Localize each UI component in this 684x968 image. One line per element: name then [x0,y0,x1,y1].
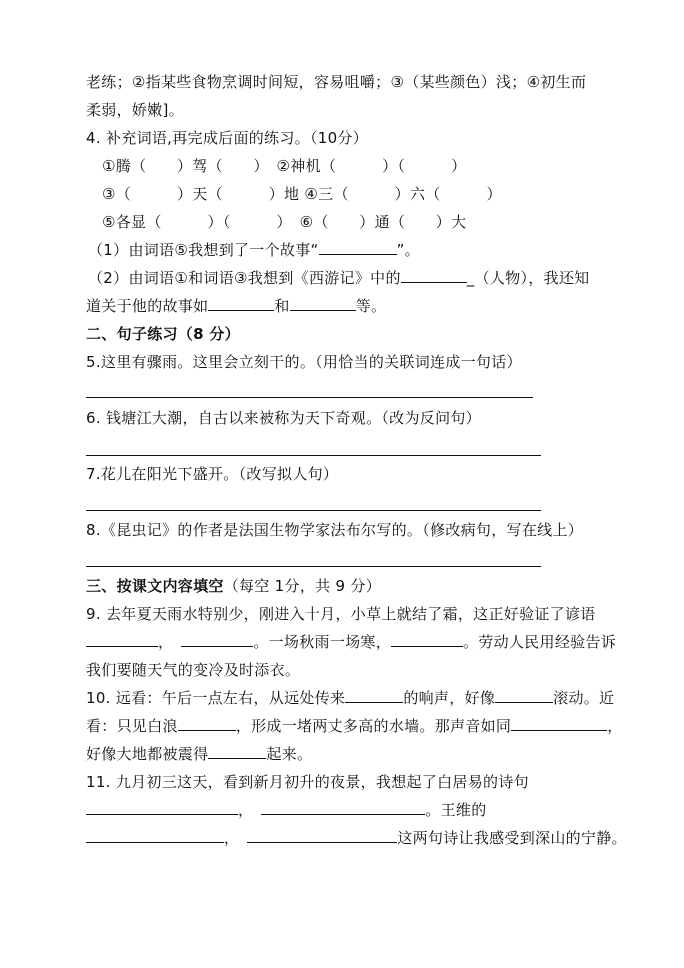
question-4-part-2-cont [86,296,386,316]
question-7: 7.花儿在阳光下盛开。（改写拟人句） [86,465,339,483]
answer-blank[interactable] [391,632,463,647]
q4-1-text: （1）由词语⑤我想到了一个故事“ [88,241,319,259]
answer-blank[interactable] [511,716,607,731]
question-8: 8.《昆虫记》的作者是法国生物学家法布尔写的。（修改病句，写在线上） [86,521,584,539]
section-3-title: 三、按课文内容填空 [86,577,224,595]
q4-2-text-c: 道关于他的故事如 [86,297,209,315]
question-9: 9. 去年夏天雨水特别少，刚进入十月，小草上就结了霜，这正好验证了谚语 [86,605,596,623]
question-4-part-2 [88,268,589,288]
q10-text-b2: ，形成一堵两丈多高的水墙。那声音如同 [235,717,512,735]
answer-blank[interactable] [86,632,158,647]
question-4-row-3: ⑤各显（ ）（ ） ⑥（ ）通（ ）大 [102,213,467,231]
q4-2-text-e: 等。 [355,297,387,315]
answer-blank[interactable] [401,268,467,283]
question-5: 5.这里有骤雨。这里会立刻干的。（用恰当的关联词连成一句话） [86,353,522,371]
answer-blank[interactable] [290,296,356,311]
q4-1-end: ”。 [396,241,420,259]
answer-blank[interactable] [208,296,274,311]
q11-text-b: 。王维的 [425,801,487,819]
q10-text-b1: 看：只见白浪 [86,717,178,735]
question-11-line-3 [86,828,627,848]
answer-blank[interactable] [86,800,238,815]
q10-text-a2: 的响声，好像 [403,689,496,707]
section-3-points: （每空 1分，共 9 分） [223,577,381,595]
question-4-part-1 [88,240,420,260]
q10-text-a3: 滚动。近 [553,689,615,707]
q11-text-c: 这两句诗让我感受到深山的宁静。 [397,829,627,847]
question-9-end: 我们要随天气的变冷及时添衣。 [86,661,301,679]
q10-text-b3: ， [607,717,623,735]
section-3-heading [86,576,381,596]
question-6: 6. 钱塘江大潮，自古以来被称为天下奇观。（改为反问句） [86,409,481,427]
answer-blank[interactable] [495,688,553,703]
answer-line-q6[interactable] [86,455,541,456]
question-11-line-2 [86,800,487,820]
question-10 [86,688,614,708]
q10-text-a1: 10. 远看：午后一点左右，从远处传来 [86,689,346,707]
question-4-row-2: ③（ ）天（ ）地 ④三（ ）六（ ） [102,185,502,203]
section-2-heading: 二、句子练习（8 分） [86,325,240,343]
answer-blank[interactable] [247,828,397,843]
answer-blank[interactable] [178,716,236,731]
q10-text-c2: 起来。 [266,745,313,763]
q11-comma-2: ， [224,829,240,847]
answer-blank[interactable] [86,828,224,843]
answer-blank[interactable] [208,744,266,759]
question-10-line-2 [86,716,623,736]
question-4-row-1: ①腾（ ）驾（ ） ②神机（ ）（ ） [102,157,467,175]
answer-line-q7[interactable] [86,510,541,511]
answer-blank[interactable] [181,632,253,647]
q4-2-text: （2）由词语①和词语③我想到《西游记》中的 [88,269,401,287]
answer-line-q5[interactable] [86,397,533,398]
q9-text-b: 。劳动人民用经验告诉 [463,633,617,651]
answer-blank[interactable] [345,688,403,703]
answer-blank[interactable] [319,240,397,255]
question-10-line-3 [86,744,312,764]
q4-2-text-b: _（人物），我还知 [466,269,590,287]
q9-text: 。一场秋雨一场寒， [253,633,392,651]
answer-blank[interactable] [261,800,425,815]
answer-line-q8[interactable] [86,566,541,567]
question-9-blanks [86,632,616,652]
definition-end: 柔弱，娇嫩]。 [86,101,184,119]
q11-comma: ， [238,801,254,819]
q10-text-c1: 好像大地都被震得 [86,745,209,763]
question-4-title: 4. 补充词语,再完成后面的练习。（10分） [86,129,369,147]
question-11: 11. 九月初三这天，看到新月初升的夜景，我想起了白居易的诗句 [86,773,529,791]
q9-comma: ， [158,633,174,651]
definition-continued: 老练；②指某些食物烹调时间短，容易咀嚼；③（某些颜色）浅；④初生而 [86,73,587,91]
q4-2-text-d: 和 [274,297,290,315]
